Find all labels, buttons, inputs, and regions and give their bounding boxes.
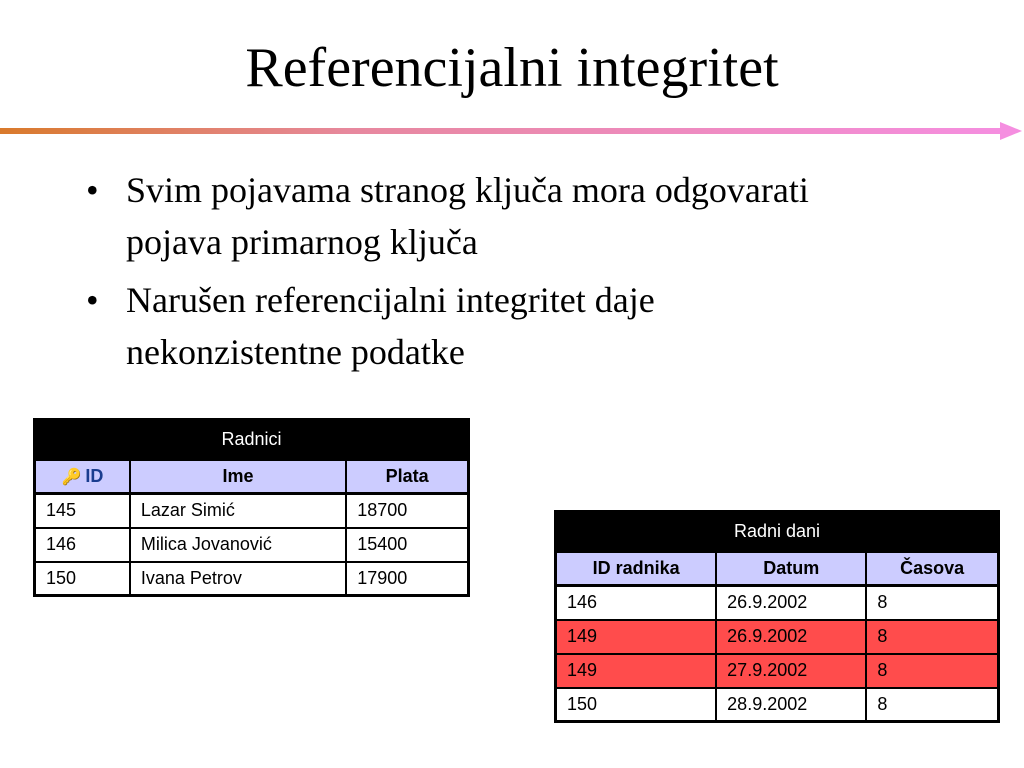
table-row: [35, 494, 469, 528]
table-cell: 150: [35, 562, 130, 596]
table-caption: Radnici: [35, 420, 469, 460]
table-cell: 15400: [346, 528, 468, 562]
bullet-dot: •: [86, 170, 99, 210]
bullet-list: [86, 164, 866, 384]
table-row: [35, 528, 469, 562]
table-cell: 146: [556, 586, 717, 620]
key-icon: 🔑: [61, 468, 82, 486]
table-cell: 150: [556, 688, 717, 722]
column-header-id-radnika: ID radnika: [556, 552, 717, 586]
column-header-datum: Datum: [716, 552, 866, 586]
table-cell: 8: [866, 688, 998, 722]
table-radnici: [33, 418, 470, 597]
column-header-plata: Plata: [346, 460, 468, 494]
table-cell: 149: [556, 654, 717, 688]
bullet-item: [86, 274, 866, 378]
table-cell: 28.9.2002: [716, 688, 866, 722]
table-cell: 18700: [346, 494, 468, 528]
table-cell: 145: [35, 494, 130, 528]
table-cell: 149: [556, 620, 717, 654]
table-caption: Radni dani: [556, 512, 999, 552]
column-header-id: [35, 460, 130, 494]
table-cell: 27.9.2002: [716, 654, 866, 688]
table-cell: Milica Jovanović: [130, 528, 346, 562]
table-cell: 8: [866, 586, 998, 620]
slide-title: Referencijalni integritet: [245, 37, 779, 99]
table-row: [35, 562, 469, 596]
table-cell: 26.9.2002: [716, 586, 866, 620]
column-header-ime: Ime: [130, 460, 346, 494]
table-row-invalid: [556, 654, 999, 688]
table-caption-row: [556, 512, 999, 552]
bullet-text: Narušen referencijalni integritet daje nekonzistentne podatke: [126, 280, 655, 372]
table-row: [556, 586, 999, 620]
table-cell: 8: [866, 654, 998, 688]
table-header-row: [35, 460, 469, 494]
bullet-item: [86, 164, 866, 268]
table-cell: Ivana Petrov: [130, 562, 346, 596]
table-header-row: [556, 552, 999, 586]
table-cell: 26.9.2002: [716, 620, 866, 654]
column-header-label: ID: [85, 465, 104, 486]
title-divider-arrow: [0, 120, 1024, 144]
bullet-dot: •: [86, 280, 99, 320]
table-cell: 146: [35, 528, 130, 562]
column-header-casova: Časova: [866, 552, 998, 586]
table-cell: Lazar Simić: [130, 494, 346, 528]
table-row: [556, 688, 999, 722]
table-cell: 8: [866, 620, 998, 654]
table-cell: 17900: [346, 562, 468, 596]
table-row-invalid: [556, 620, 999, 654]
table-caption-row: [35, 420, 469, 460]
bullet-text: Svim pojavama stranog ključa mora odgovarati pojava primarnog ključa: [126, 170, 809, 262]
table-radni-dani: [554, 510, 1000, 723]
